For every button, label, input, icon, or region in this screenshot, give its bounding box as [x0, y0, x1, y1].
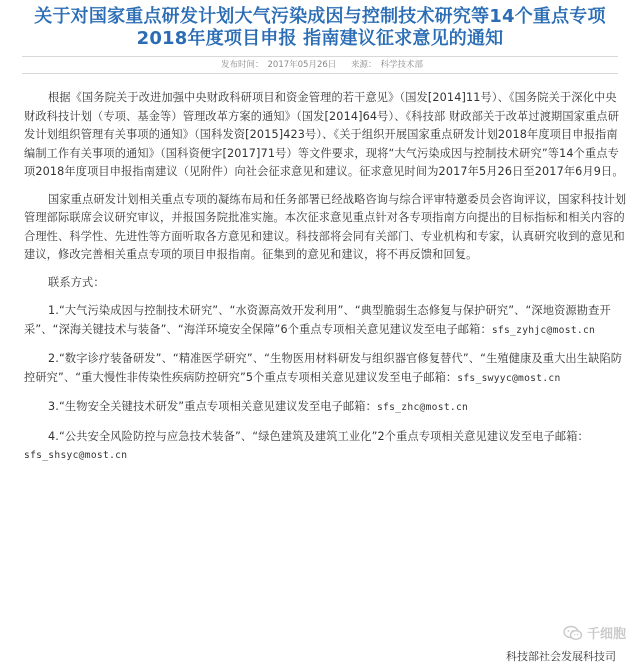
article-meta — [22, 56, 618, 74]
watermark-text: 千细胞 — [586, 627, 626, 642]
contact-email[interactable]: sfs_zhc@most.cn — [376, 402, 469, 413]
contact-text: 1.“大气污染成因与控制技术研究”、“水资源高效开发利用”、“典型脆弱生态修复与保护研究”、“深地资源勘查开采”、“深海关键技术与装备”、“海洋环境安全保障”6个重点专项相关意见建议发至电子邮箱： — [24, 304, 611, 336]
title-line-2: 2018年度项目申报 指南建议征求意见的通知 — [136, 28, 504, 49]
publish-date: 2017年05月26日 — [267, 60, 337, 70]
contact-text: 3.“生物安全关键技术研发”重点专项相关意见建议发至电子邮箱： — [48, 400, 377, 413]
contact-email[interactable]: sfs_swyyc@most.cn — [457, 372, 561, 384]
article-body — [0, 89, 640, 466]
paragraph-1: 根据《国务院关于改进加强中央财政科研项目和资金管理的若干意见》（国发[2014]11号）、《国务院关于深化中央财政科技计划（专项、基金等）管理改革方案的通知》（国发[2014]64号）、《科技部 财政部关于改革过渡期国家重点研发计划组织管理有关事项的通知》（国科发资[2015]423号）、《关于组织开展国家重点研发计划2018年度项目申报指南编制工作有关事项的通知》（国科资便字[2017]71号）等文件要求，现将“大气污染成因与控制技术研究”等14个重点专项2018年度项目申报指南建议（见附件）向社会征求意见和建议。征求意见时间为2017年5月26日至2017年6月9日。 — [24, 91, 624, 178]
contact-heading: 联系方式： — [48, 275, 105, 289]
article-title — [0, 6, 640, 50]
contact-text: 4.“公共安全风险防控与应急技术装备”、“绿色建筑及建筑工业化”2个重点专项相关意见建议发至电子邮箱： — [48, 429, 589, 443]
title-line-1: 关于对国家重点研发计划大气污染成因与控制技术研究等14个重点专项 — [34, 6, 606, 27]
paragraph-2: 国家重点研发计划相关重点专项的凝练布局和任务部署已经战略咨询与综合评审特邀委员会咨询评议，国家科技计划管理部际联席会议研究审议，并报国务院批准实施。本次征求意见重点针对各专项指南方向提出的目标指标和相关内容的合理性、科学性、先进性等方面听取各方意见和建议。科技部将会同有关部门、专业机构和专家，认真研究收到的意见和建议，修改完善相关重点专项的项目申报指南。征集到的意见和建议，将不再反馈和回复。 — [24, 192, 627, 261]
signature: 科技部社会发展科技司 — [506, 650, 616, 663]
source-name: 科学技术部 — [380, 60, 423, 70]
contact-item-2 — [24, 350, 628, 388]
publish-info — [217, 60, 336, 70]
contact-item-3 — [24, 398, 628, 418]
contact-item-4 — [24, 428, 628, 466]
publish-label: 发布时间： — [220, 60, 264, 70]
source-label: 来源： — [350, 60, 377, 70]
wechat-icon — [563, 625, 583, 641]
contact-item-1 — [24, 302, 628, 340]
contact-email[interactable]: sfs_shsyc@most.cn — [24, 450, 128, 461]
contact-email[interactable]: sfs_zyhjc@most.cn — [491, 324, 596, 336]
contact-text: 2.“数字诊疗装备研发”、“精准医学研究”、“生物医用材料研发与组织器官修复替代”、“生殖健康及重大出生缺陷防控研究”、“重大慢性非传染性疾病防控研究”5个重点专项相关意见建议发至电子邮箱： — [24, 352, 623, 384]
watermark — [563, 623, 626, 642]
source-info — [347, 60, 423, 70]
